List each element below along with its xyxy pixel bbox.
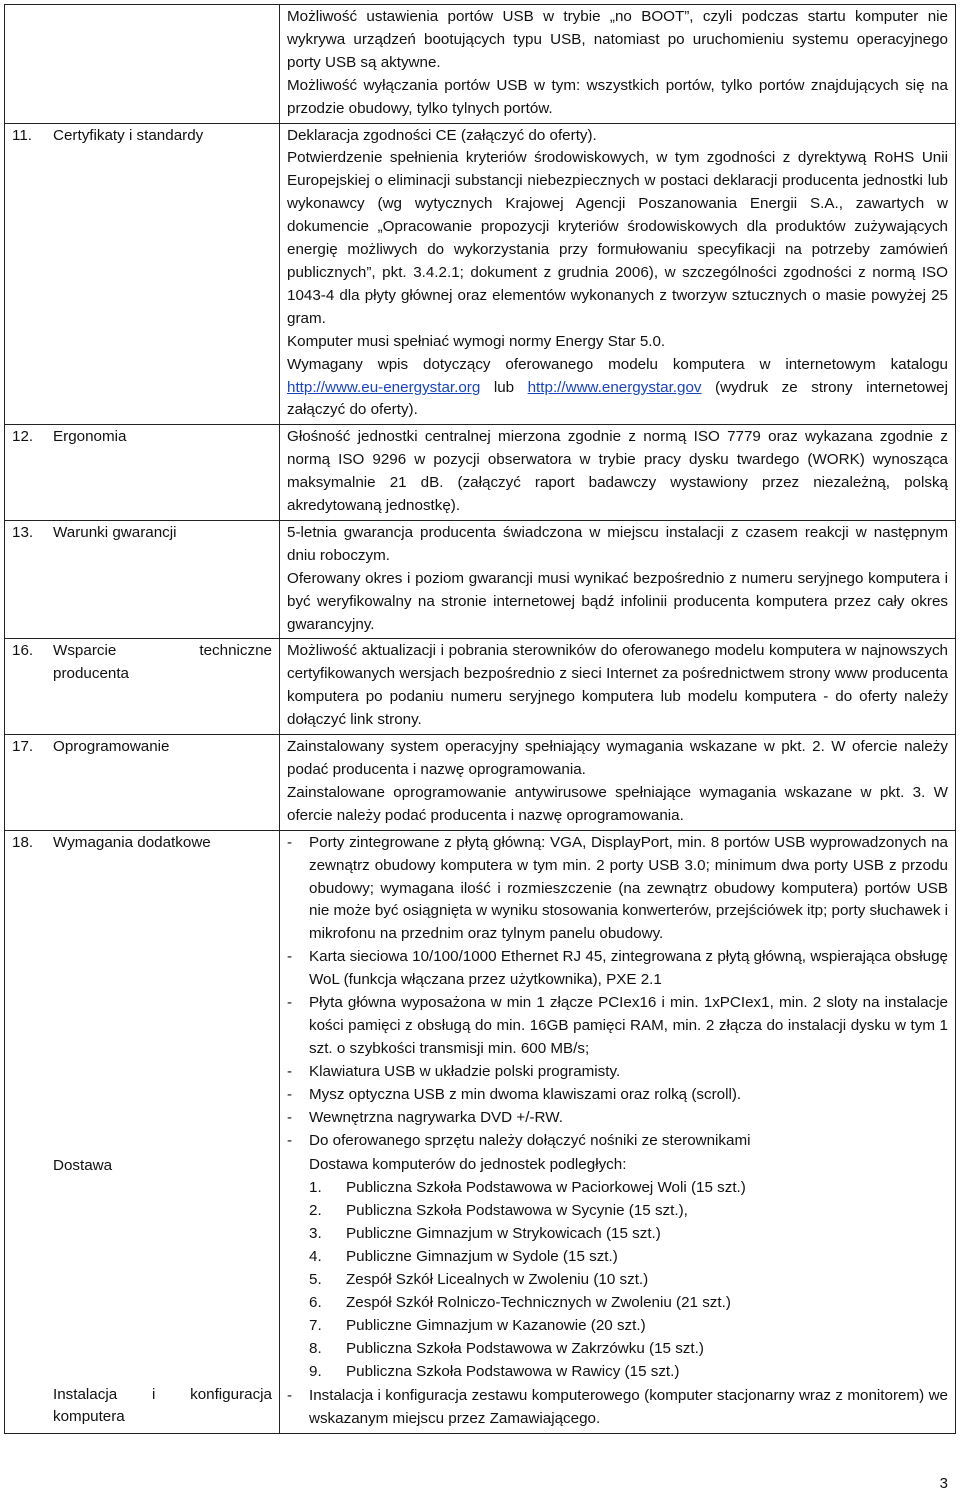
- install-item: [287, 1385, 948, 1431]
- ce-declaration-text: Deklaracja zgodności CE (załączyć do oferty).: [287, 126, 597, 144]
- school-name: Zespół Szkół Licealnych w Zwoleniu (10 szt.): [346, 1270, 649, 1288]
- value-cell: [280, 830, 956, 1434]
- label-cell: [5, 5, 280, 124]
- school-name: Publiczna Szkoła Podstawowa w Sycynie (15 szt.),: [346, 1202, 688, 1220]
- list-item-text: Mysz optyczna USB z min dwoma klawiszami oraz rolką (scroll).: [309, 1085, 742, 1103]
- install-label-line1: Instalacja i konfiguracja: [53, 1385, 272, 1403]
- list-item: [309, 1361, 948, 1384]
- list-item: [287, 1107, 948, 1130]
- list-number: 1.: [309, 1179, 322, 1197]
- list-item-text: Klawiatura USB w układzie polski programisty.: [309, 1062, 621, 1080]
- dash-bullet: -: [287, 948, 293, 966]
- dash-bullet: -: [287, 1062, 293, 1080]
- list-item: [309, 1200, 948, 1223]
- value-cell: [280, 425, 956, 521]
- dash-bullet: -: [287, 833, 293, 851]
- os-text: Zainstalowany system operacyjny spełniający wymagania wskazane w pkt. 2. W ofercie należy podać producenta i nazwę oprogramowania.: [287, 738, 948, 778]
- catalog-text-post: (wydruk ze strony internetowej załączyć do oferty).: [287, 378, 948, 419]
- table-row: [5, 5, 956, 124]
- eu-energystar-link[interactable]: http://www.eu-energystar.org: [287, 378, 481, 396]
- row-label: [12, 832, 272, 1430]
- driver-support-text: Możliwość aktualizacji i pobrania sterowników do oferowanego modelu komputera w najnowszych certyfikowanych wersjach bezpośrednio z sieci Internet za pośrednictwem strony www producenta komputera po podaniu numeru seryjnego komputera lub modelu komputera - do oferty należy dołączyć link strony.: [287, 642, 948, 729]
- list-item: [287, 1061, 948, 1084]
- noise-level-text: Głośność jednostki centralnej mierzona zgodnie z normą ISO 7779 oraz wykazana zgodnie z normą ISO 9296 w pozycji obserwatora w trybie pracy dysku twardego (WORK) wynosząca maksymalnie 21 dB. (załączyć raport badawczy wystawiony przez niezależną, polską akredytowaną jednostkę).: [287, 428, 948, 515]
- row-title: Oprogramowanie: [53, 738, 170, 756]
- row-title-line2: producenta: [53, 665, 129, 683]
- row-number: 12.: [12, 428, 34, 446]
- dash-bullet: -: [287, 1108, 293, 1126]
- row-title: Certyfikaty i standardy: [53, 126, 204, 144]
- row-title: Warunki gwarancji: [53, 523, 177, 541]
- list-item: [309, 1246, 948, 1269]
- list-item: [309, 1338, 948, 1361]
- list-item: [287, 1084, 948, 1107]
- row-title-line1: Wsparcie techniczne: [53, 642, 272, 660]
- rohs-text: Potwierdzenie spełnienia kryteriów środowiskowych, w tym zgodności z dyrektywą RoHS Unii Europejskiej o eliminacji substancji niebezpiecznych w postaci deklaracji producenta jednostki lub wykonawcy (wg wytycznych Krajowej Agencji Poszanowania Energii S.A., zawartych w dokumencie „Opracowanie propozycji kryteriów środowiskowych dla produktów zużywających energię możliwych do wykorzystania przy formułowaniu specyfikacji na potrzeby zamówień publicznych”, pkt. 3.4.2.1; dokument z grudnia 2006), w szczególności zgodności z normą ISO 1043-4 dla płyty głównej oraz elementów wykonanych z tworzyw sztucznych o masie powyżej 25 gram.: [287, 149, 948, 327]
- row-label: [12, 522, 272, 545]
- school-name: Publiczna Szkoła Podstawowa w Zakrzówku (15 szt.): [346, 1339, 704, 1357]
- usb-boot-text: Możliwość ustawienia portów USB w trybie „no BOOT”, czyli podczas startu komputer nie wykrywa urządzeń bootujących typu USB, natomiast po uruchomieniu systemu operacyjnego porty USB są aktywne.: [287, 8, 948, 71]
- school-name: Publiczna Szkoła Podstawowa w Rawicy (15 szt.): [346, 1362, 680, 1380]
- list-item: [287, 832, 948, 947]
- dash-bullet: -: [287, 1085, 293, 1103]
- row-number: 17.: [12, 738, 34, 756]
- install-text: Instalacja i konfiguracja zestawu komputerowego (komputer stacjonarny wraz z monitorem) we wskazanym miejscu przez Zamawiającego.: [309, 1387, 948, 1428]
- row-label: [12, 125, 272, 148]
- list-number: 6.: [309, 1293, 322, 1311]
- label-cell: [5, 735, 280, 831]
- value-cell: [280, 520, 956, 639]
- row-title-main: Wymagania dodatkowe: [53, 833, 211, 851]
- list-item-text: Do oferowanego sprzętu należy dołączyć nośniki ze sterownikami: [309, 1131, 751, 1149]
- row-number: 18.: [12, 833, 34, 851]
- row-title: [53, 832, 272, 1430]
- list-item-text: Płyta główna wyposażona w min 1 złącze PCIex16 i min. 1xPCIex1, min. 2 sloty na instalacje kości pamięci z obsługą do min. 16GB pamięci RAM, min. 2 złącza do instalacji dysku w tym 1 szt. o szybkości transmisji min. 600 MB/s;: [309, 994, 948, 1057]
- school-name: Publiczna Szkoła Podstawowa w Paciorkowej Woli (15 szt.): [346, 1179, 746, 1197]
- list-item-text: Karta sieciowa 10/100/1000 Ethernet RJ 45, zintegrowana z płytą główną, wspierająca obsługę WoL (funkcja włączana przez użytkownika), PXE 2.1: [309, 948, 948, 989]
- dash-bullet: -: [287, 1387, 293, 1405]
- delivery-intro: Dostawa komputerów do jednostek podległych:: [309, 1156, 627, 1174]
- warranty-text: 5-letnia gwarancja producenta świadczona w miejscu instalacji z czasem reakcji w następnym dniu roboczym.: [287, 523, 948, 564]
- page-number: 3: [939, 1475, 948, 1492]
- catalog-text-pre: Wymagany wpis dotyczący oferowanego modelu komputera w internetowym katalogu: [287, 355, 948, 373]
- catalog-entry-text: [287, 354, 948, 423]
- dash-bullet: -: [287, 994, 293, 1012]
- list-item: [287, 946, 948, 992]
- list-item: [309, 1223, 948, 1246]
- row-title: Ergonomia: [53, 428, 127, 446]
- list-number: 2.: [309, 1202, 322, 1220]
- list-item-text: Porty zintegrowane z płytą główną: VGA, DisplayPort, min. 8 portów USB wyprowadzonych na zewnątrz obudowy komputera w tym min. 2 porty USB 3.0; minimum dwa porty USB z przodu obudowy; wymagana ilość i rozmieszczenie (na zewnątrz obudowy komputera) portów USB nie może być osiągnięta w wyniku stosowania konwerterów, przejściówek itp; porty słuchawek i mikrofonu na przednim oraz tylnym panelu obudowy.: [309, 833, 949, 943]
- table-row: [5, 123, 956, 425]
- row-number: 13.: [12, 523, 34, 541]
- warranty-verification-text: Oferowany okres i poziom gwarancji musi wynikać bezpośrednio z numeru seryjnego komputera i być weryfikowalny na stronie internetowej bądź infolinii producenta komputera przez cały okres gwarancyjny.: [287, 569, 948, 633]
- install-label-line2: komputera: [53, 1408, 125, 1426]
- specification-table: [4, 4, 956, 1434]
- dash-bullet: -: [287, 1131, 293, 1149]
- school-name: Publiczne Gimnazjum w Kazanowie (20 szt.): [346, 1316, 646, 1334]
- value-cell: [280, 5, 956, 124]
- row-label: [12, 736, 272, 759]
- energystar-gov-link[interactable]: http://www.energystar.gov: [527, 378, 702, 396]
- delivery-label: Dostawa: [53, 1156, 113, 1174]
- table-row: [5, 639, 956, 735]
- antivirus-text: Zainstalowane oprogramowanie antywirusowe spełniające wymagania wskazane w pkt. 3. W ofercie należy podać producenta i nazwę oprogramowania.: [287, 783, 948, 824]
- row-title: [53, 640, 272, 686]
- table-row: [5, 735, 956, 831]
- label-cell: [5, 830, 280, 1434]
- list-number: 9.: [309, 1362, 322, 1380]
- value-cell: [280, 639, 956, 735]
- list-item: [309, 1315, 948, 1338]
- catalog-text-mid: lub: [480, 378, 528, 396]
- additional-requirements-list: [287, 832, 948, 1153]
- table-row: [5, 520, 956, 639]
- label-cell: [5, 123, 280, 425]
- table-row: [5, 425, 956, 521]
- row-label: [12, 426, 272, 449]
- row-number: 16.: [12, 642, 34, 660]
- label-cell: [5, 520, 280, 639]
- list-item: [287, 1130, 948, 1153]
- usb-disable-text: Możliwość wyłączania portów USB w tym: wszystkich portów, tylko portów znajdujących się na przodzie obudowy, tylko tylnych portów.: [287, 76, 948, 117]
- value-cell: [280, 735, 956, 831]
- list-item: [309, 1292, 948, 1315]
- table-row: [5, 830, 956, 1434]
- list-item: [287, 992, 948, 1061]
- list-number: 8.: [309, 1339, 322, 1357]
- list-number: 5.: [309, 1270, 322, 1288]
- list-item: [309, 1177, 948, 1200]
- value-cell: [280, 123, 956, 425]
- list-number: 3.: [309, 1225, 322, 1243]
- list-number: 7.: [309, 1316, 322, 1334]
- energy-star-text: Komputer musi spełniać wymogi normy Energy Star 5.0.: [287, 332, 666, 350]
- label-cell: [5, 425, 280, 521]
- row-number: 11.: [12, 126, 32, 144]
- school-name: Publiczne Gimnazjum w Strykowicach (15 szt.): [346, 1225, 661, 1243]
- label-cell: [5, 639, 280, 735]
- delivery-block: [287, 1154, 948, 1383]
- school-name: Publiczne Gimnazjum w Sydole (15 szt.): [346, 1248, 618, 1266]
- list-item-text: Wewnętrzna nagrywarka DVD +/-RW.: [309, 1108, 563, 1126]
- list-item: [309, 1269, 948, 1292]
- row-label: [12, 640, 272, 686]
- school-name: Zespół Szkół Rolniczo-Technicznych w Zwoleniu (21 szt.): [346, 1293, 731, 1311]
- list-number: 4.: [309, 1248, 322, 1266]
